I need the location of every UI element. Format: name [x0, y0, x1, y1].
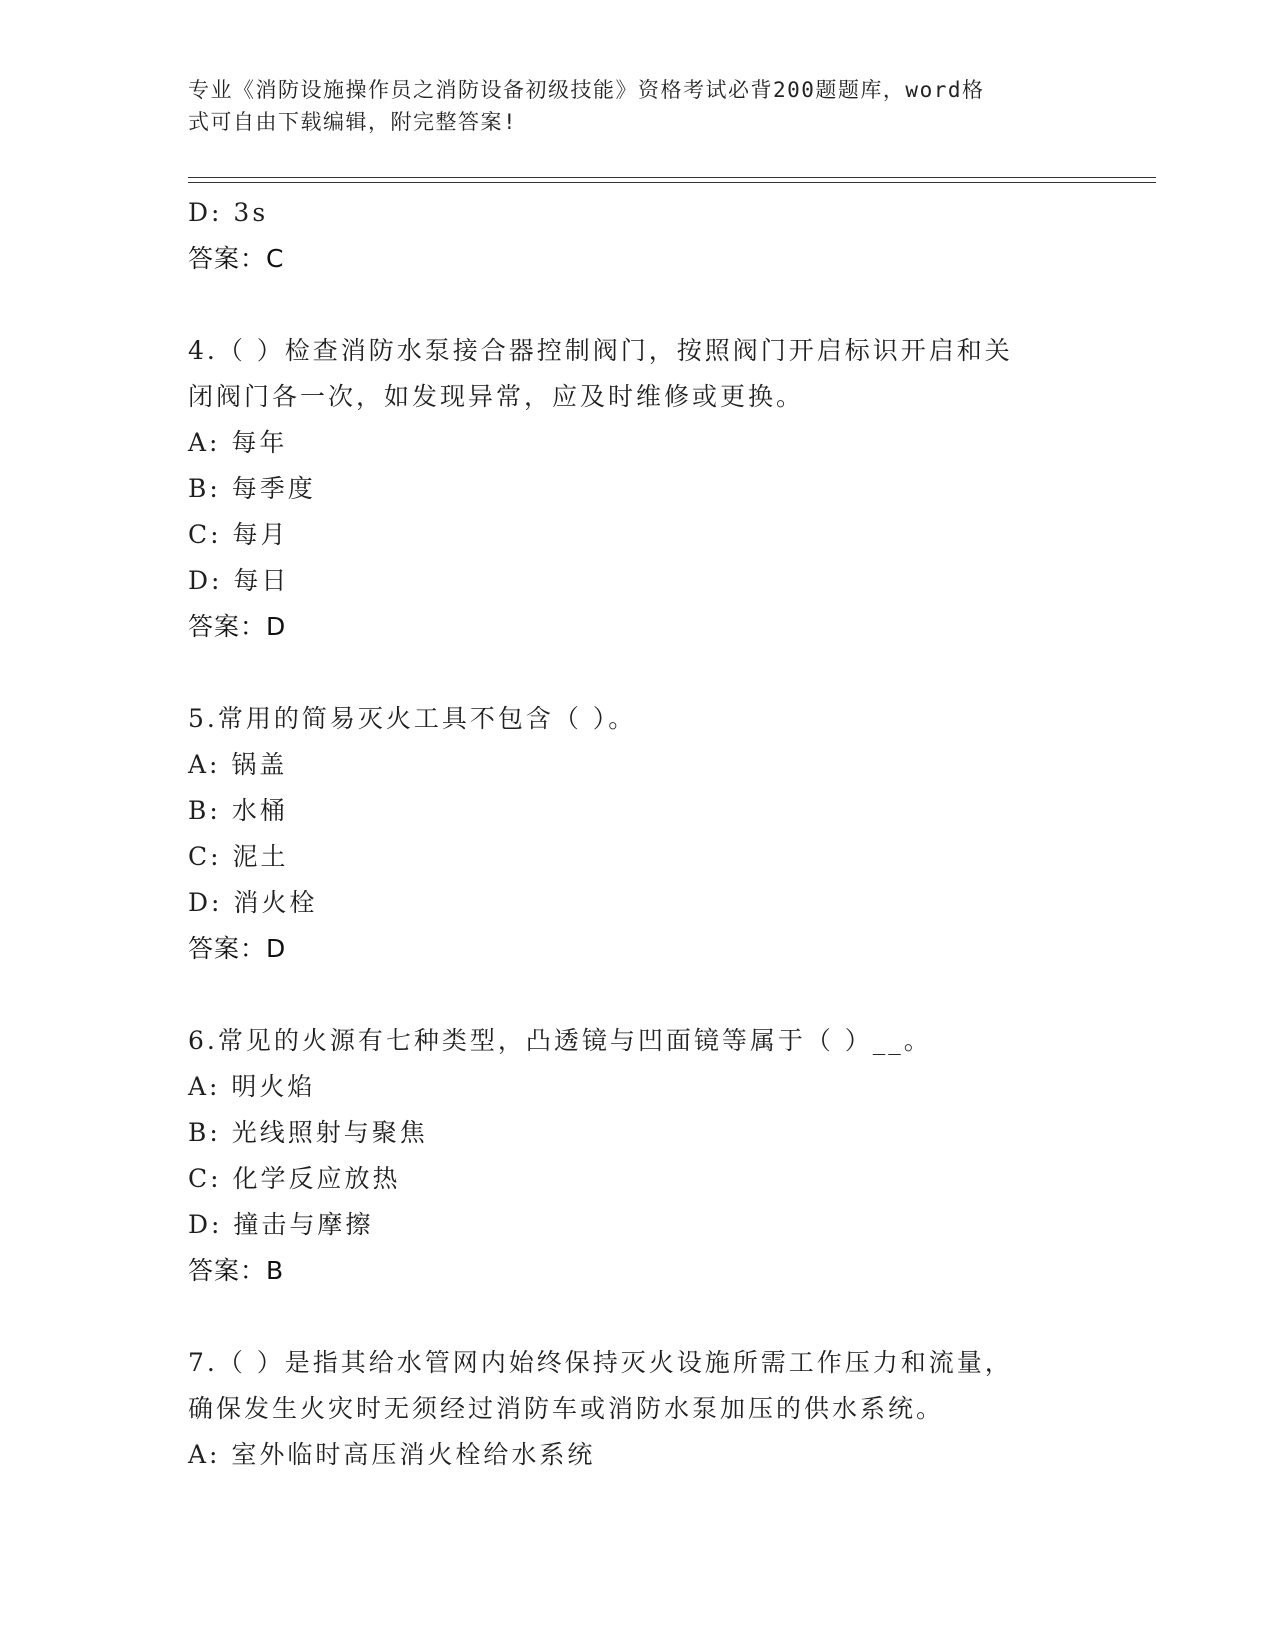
question-6-option-c: C: 化学反应放热	[188, 1164, 401, 1193]
question-6-answer: 答案：B	[188, 1256, 285, 1285]
question-5-option-c: C: 泥土	[188, 842, 289, 871]
question-6-option-b: B: 光线照射与聚焦	[188, 1118, 428, 1147]
spacer	[188, 650, 1088, 696]
question-6-option-a: A: 明火焰	[188, 1072, 316, 1101]
header-divider-bottom	[188, 182, 1156, 183]
question-7-stem-line-1: 7.（ ）是指其给水管网内始终保持灭火设施所需工作压力和流量，	[188, 1348, 1013, 1377]
question-4-option-b: B: 每季度	[188, 474, 316, 503]
question-5-answer: 答案：D	[188, 934, 287, 963]
question-6-stem: 6.常见的火源有七种类型，凸透镜与凹面镜等属于（ ）__。	[188, 1026, 932, 1055]
question-3-answer: 答案：C	[188, 244, 285, 273]
question-4-stem-line-2: 闭阀门各一次，如发现异常，应及时维修或更换。	[188, 382, 805, 411]
question-6-option-d: D: 撞击与摩擦	[188, 1210, 374, 1239]
question-4-option-a: A: 每年	[188, 428, 288, 457]
question-4	[188, 328, 1088, 650]
question-3-option-d: D: 3s	[188, 198, 269, 227]
question-6	[188, 1018, 1088, 1294]
question-4-answer: 答案：D	[188, 612, 287, 641]
question-4-stem-line-1: 4.（ ）检查消防水泵接合器控制阀门，按照阀门开启标识开启和关	[188, 336, 1013, 365]
spacer	[188, 1294, 1088, 1340]
question-4-option-c: C: 每月	[188, 520, 289, 549]
question-5-stem: 5.常用的简易灭火工具不包含（ ）。	[188, 704, 637, 733]
question-5-option-d: D: 消火栓	[188, 888, 318, 917]
question-5	[188, 696, 1088, 972]
header-line-1: 专业《消防设施操作员之消防设备初级技能》资格考试必背200题题库，word格	[188, 78, 985, 102]
spacer	[188, 972, 1088, 1018]
question-list	[188, 190, 1088, 1478]
header-divider-top	[188, 177, 1156, 178]
document-header	[188, 74, 1068, 138]
question-5-option-a: A: 锅盖	[188, 750, 288, 779]
header-line-2: 式可自由下载编辑，附完整答案!	[188, 110, 518, 134]
spacer	[188, 282, 1088, 328]
question-3-continued	[188, 190, 1088, 282]
question-5-option-b: B: 水桶	[188, 796, 288, 825]
question-7-stem-line-2: 确保发生火灾时无须经过消防车或消防水泵加压的供水系统。	[188, 1394, 945, 1423]
question-7	[188, 1340, 1088, 1478]
question-7-option-a: A: 室外临时高压消火栓给水系统	[188, 1440, 596, 1469]
question-4-option-d: D: 每日	[188, 566, 290, 595]
